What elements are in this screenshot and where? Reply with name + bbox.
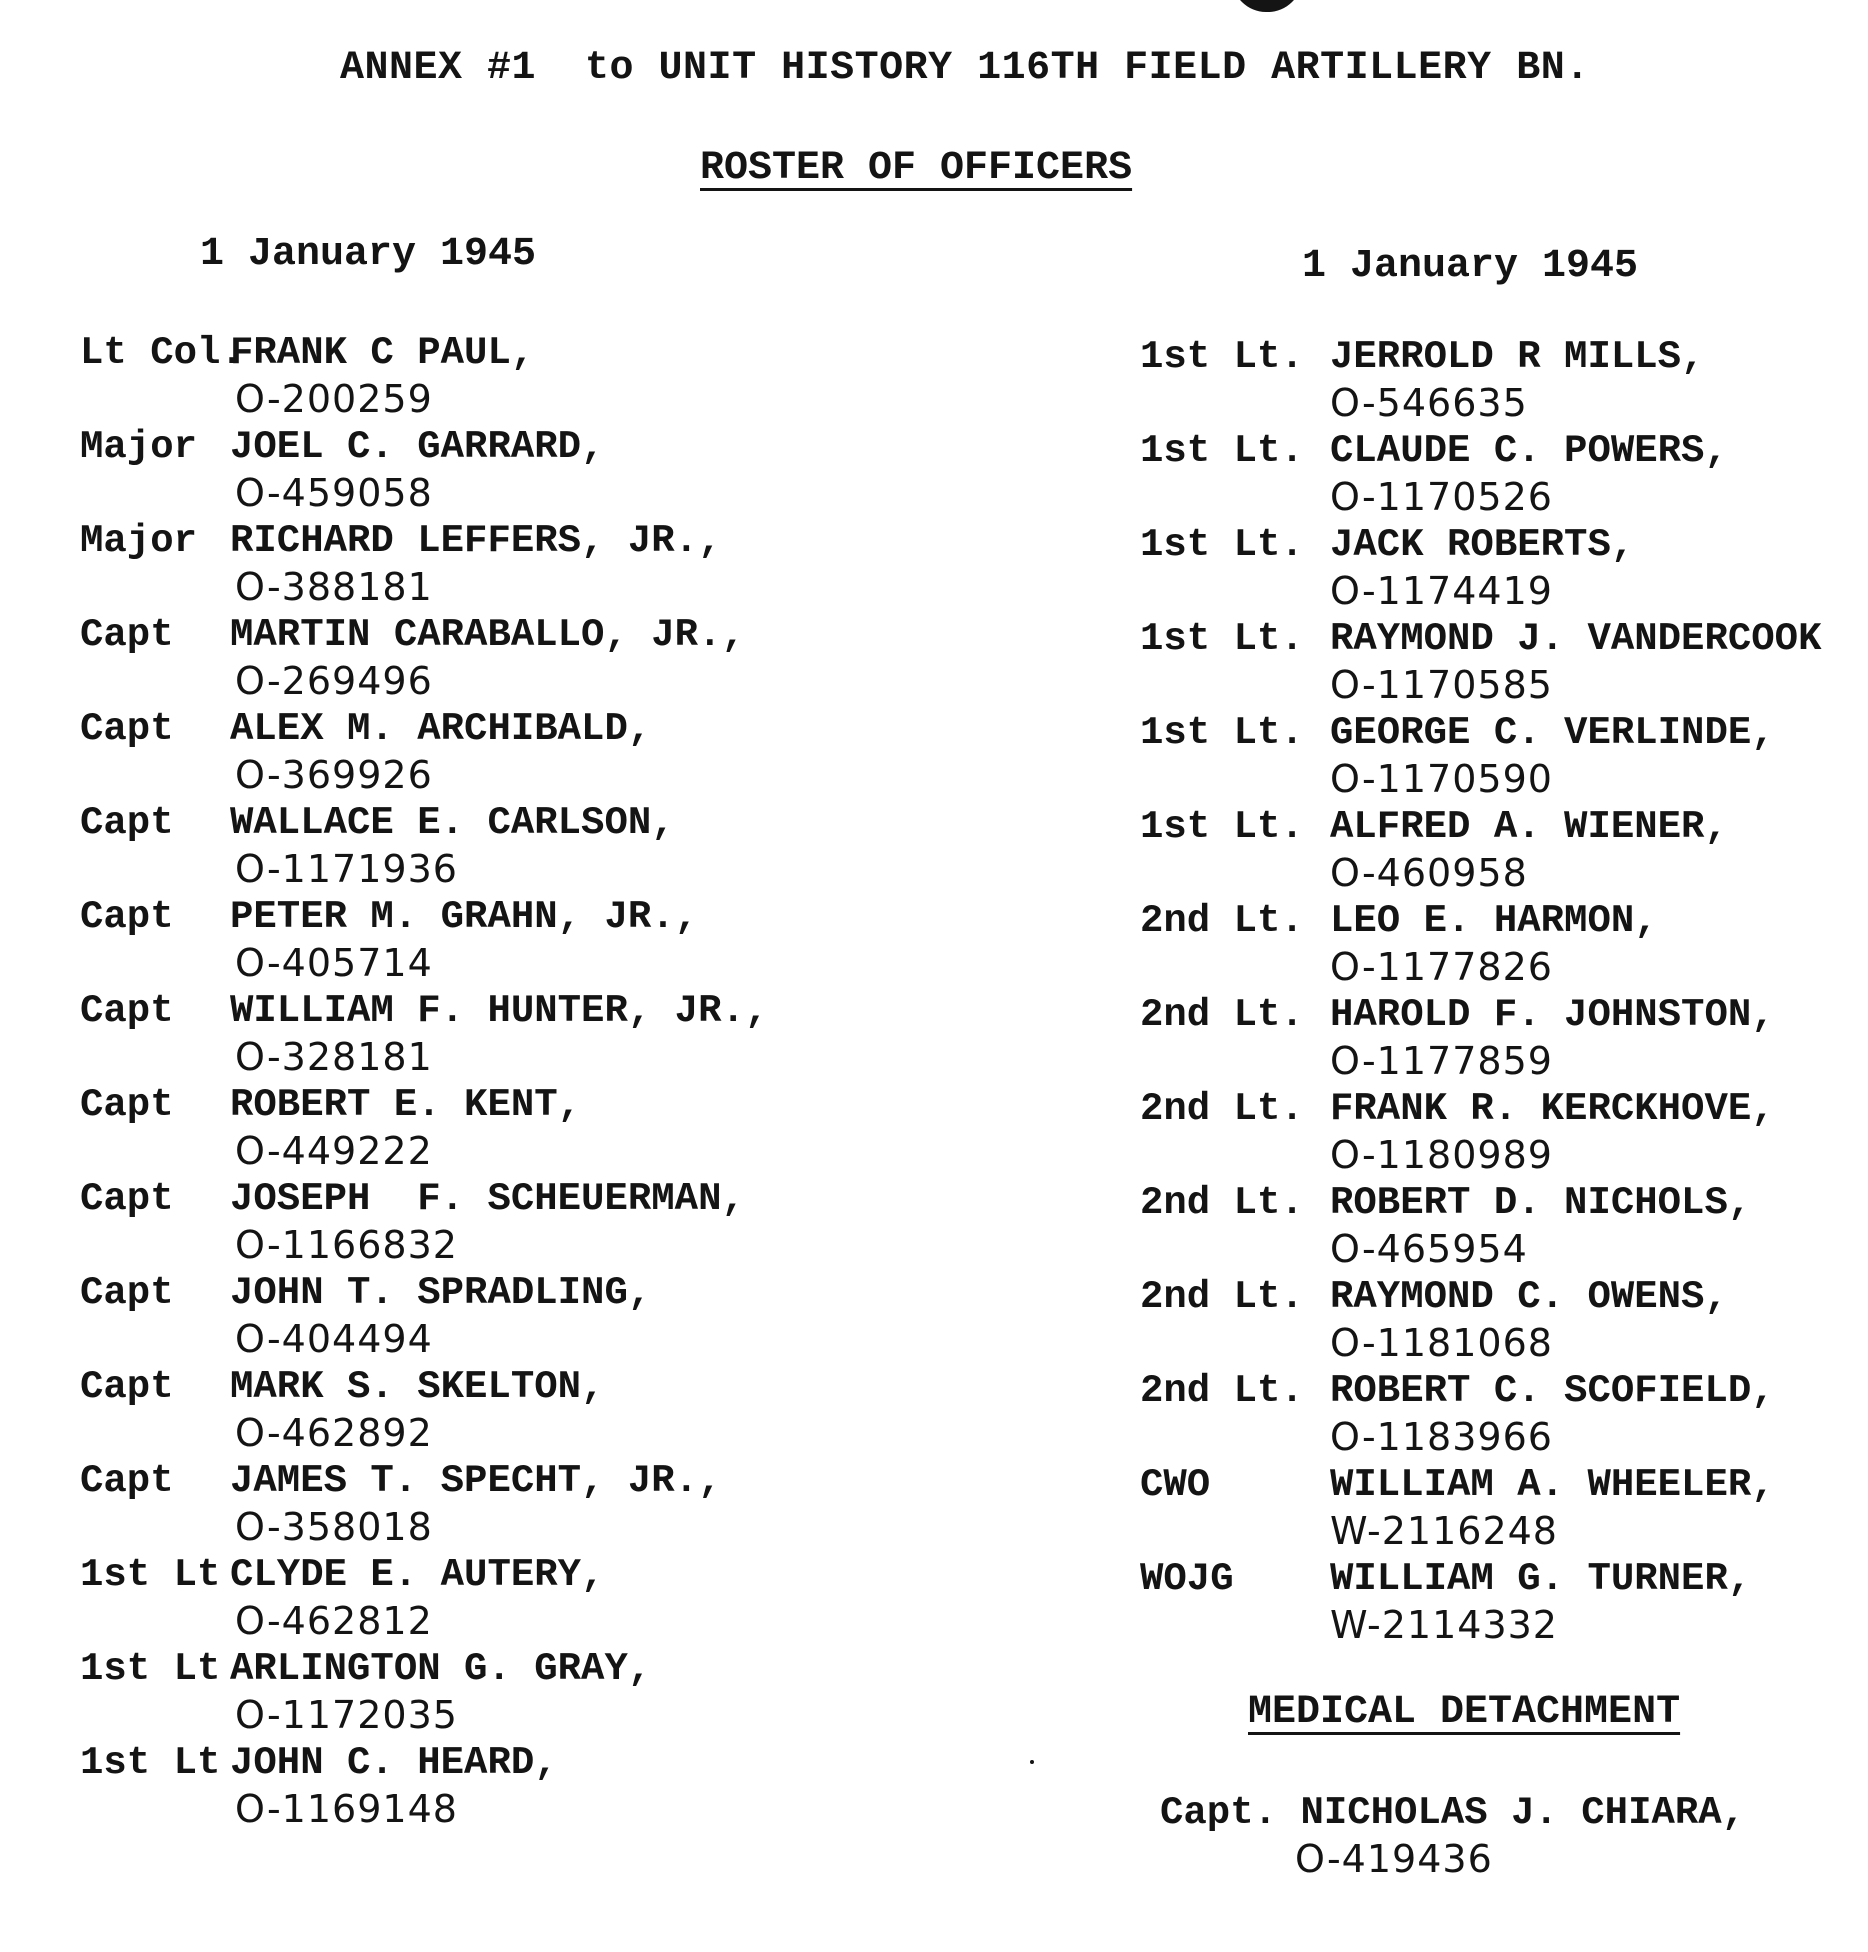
officer-line xyxy=(80,1082,840,1128)
officer-entry xyxy=(1140,1274,1860,1368)
officer-line xyxy=(80,1176,840,1222)
officer-name: WILLIAM A. WHEELER, xyxy=(1330,1463,1775,1507)
officer-entry xyxy=(1140,522,1860,616)
officer-entry xyxy=(80,330,840,424)
officer-entry xyxy=(80,1646,840,1740)
officer-rank: 1st Lt. xyxy=(1140,617,1304,661)
officer-serial: O-546635 xyxy=(1330,381,1528,425)
officer-entry xyxy=(1140,1086,1860,1180)
officer-serial: W-2116248 xyxy=(1330,1509,1558,1553)
document-title: ANNEX #1 to UNIT HISTORY 116TH FIELD ARTILLERY BN. xyxy=(340,46,1590,91)
officer-line xyxy=(1140,1368,1860,1414)
officer-serial: O-1170585 xyxy=(1330,663,1553,707)
officer-rank: Capt. xyxy=(1160,1791,1278,1835)
officer-entry xyxy=(80,1176,840,1270)
officer-entry xyxy=(1140,710,1860,804)
officer-name: HAROLD F. JOHNSTON, xyxy=(1330,993,1775,1037)
officer-line xyxy=(1140,992,1860,1038)
officer-serial: O-1172035 xyxy=(235,1693,458,1737)
officer-line xyxy=(80,706,840,752)
officer-line xyxy=(1140,522,1860,568)
officer-rank: Capt xyxy=(80,1271,174,1315)
officer-rank: Capt xyxy=(80,613,174,657)
officer-serial: O-459058 xyxy=(235,471,433,515)
medical-officer-line xyxy=(1160,1790,1745,1836)
officer-serial: O-269496 xyxy=(235,659,433,703)
officer-rank: 2nd Lt. xyxy=(1140,1275,1304,1319)
officer-serial: O-1170526 xyxy=(1330,475,1553,519)
officer-entry xyxy=(80,988,840,1082)
officer-line xyxy=(80,1458,840,1504)
officer-serial: O-1181068 xyxy=(1330,1321,1553,1365)
right-column-date: 1 January 1945 xyxy=(1302,244,1639,289)
officer-entry xyxy=(80,1364,840,1458)
officer-entry xyxy=(80,1270,840,1364)
officer-serial: O-1166832 xyxy=(235,1223,458,1267)
officer-name: FRANK C PAUL, xyxy=(230,331,535,375)
officer-line xyxy=(1140,1462,1860,1508)
officer-entry xyxy=(80,800,840,894)
officer-rank: 2nd Lt. xyxy=(1140,1369,1304,1413)
officer-line xyxy=(80,1270,840,1316)
officer-rank: Capt xyxy=(80,801,174,845)
officer-rank: 1st Lt. xyxy=(1140,429,1304,473)
officer-serial: O-1171936 xyxy=(235,847,458,891)
officer-line xyxy=(80,1552,840,1598)
officer-rank: WOJG xyxy=(1140,1557,1234,1601)
officer-line xyxy=(80,330,840,376)
officer-rank: 1st Lt. xyxy=(1140,523,1304,567)
officer-serial: O-1180989 xyxy=(1330,1133,1553,1177)
officer-line xyxy=(1140,1556,1860,1602)
officer-rank: 1st Lt. xyxy=(1140,335,1304,379)
officer-rank: 2nd Lt. xyxy=(1140,993,1304,1037)
officer-rank: 2nd Lt. xyxy=(1140,1181,1304,1225)
officer-name: JOSEPH F. SCHEUERMAN, xyxy=(230,1177,745,1221)
officer-rank: Major xyxy=(80,425,198,469)
officer-line xyxy=(1140,710,1860,756)
officer-rank: Capt xyxy=(80,1365,174,1409)
officer-rank: 1st Lt. xyxy=(1140,711,1304,755)
officer-entry xyxy=(1140,1556,1860,1650)
officer-name: WILLIAM F. HUNTER, JR., xyxy=(230,989,769,1033)
officer-name: ARLINGTON G. GRAY, xyxy=(230,1647,652,1691)
left-officer-list xyxy=(80,330,840,1834)
officer-line xyxy=(80,1646,840,1692)
officer-serial: O-462812 xyxy=(235,1599,433,1643)
officer-serial: O-405714 xyxy=(235,941,433,985)
officer-name: ROBERT C. SCOFIELD, xyxy=(1330,1369,1775,1413)
officer-rank: 1st Lt xyxy=(80,1647,221,1691)
officer-line xyxy=(1140,1274,1860,1320)
officer-name: NICHOLAS J. CHIARA, xyxy=(1300,1791,1746,1835)
right-officer-list xyxy=(1140,334,1860,1650)
officer-serial: O-358018 xyxy=(235,1505,433,1549)
officer-serial: O-462892 xyxy=(235,1411,433,1455)
officer-name: JOEL C. GARRARD, xyxy=(230,425,605,469)
medical-officer-entry xyxy=(1160,1790,1745,1882)
officer-entry xyxy=(80,612,840,706)
officer-rank: 1st Lt. xyxy=(1140,805,1304,849)
officer-line xyxy=(1140,1086,1860,1132)
officer-line xyxy=(80,988,840,1034)
officer-name: JAMES T. SPECHT, JR., xyxy=(230,1459,722,1503)
officer-serial: O-419436 xyxy=(1295,1837,1493,1881)
officer-name: JOHN T. SPRADLING, xyxy=(230,1271,652,1315)
officer-entry xyxy=(80,1458,840,1552)
officer-line xyxy=(1140,616,1860,662)
officer-serial: O-388181 xyxy=(235,565,433,609)
officer-serial: O-460958 xyxy=(1330,851,1528,895)
officer-entry xyxy=(80,424,840,518)
officer-entry xyxy=(80,1740,840,1834)
officer-serial: O-1177859 xyxy=(1330,1039,1553,1083)
officer-rank: Capt xyxy=(80,1083,174,1127)
officer-rank: CWO xyxy=(1140,1463,1211,1507)
officer-line xyxy=(1140,1180,1860,1226)
officer-serial: O-328181 xyxy=(235,1035,433,1079)
officer-serial: O-369926 xyxy=(235,753,433,797)
officer-name: RAYMOND J. VANDERCOOK xyxy=(1330,617,1822,661)
officer-entry xyxy=(1140,1462,1860,1556)
officer-serial: O-1177826 xyxy=(1330,945,1553,989)
officer-rank: 1st Lt xyxy=(80,1553,221,1597)
officer-name: RICHARD LEFFERS, JR., xyxy=(230,519,722,563)
officer-name: WILLIAM G. TURNER, xyxy=(1330,1557,1752,1601)
officer-name: JACK ROBERTS, xyxy=(1330,523,1635,567)
officer-name: LEO E. HARMON, xyxy=(1330,899,1658,943)
officer-entry xyxy=(1140,1368,1860,1462)
officer-name: MARK S. SKELTON, xyxy=(230,1365,605,1409)
scan-blot xyxy=(1232,0,1302,12)
officer-serial: O-1170590 xyxy=(1330,757,1553,801)
officer-entry xyxy=(1140,898,1860,992)
officer-entry xyxy=(80,1552,840,1646)
officer-rank: Major xyxy=(80,519,198,563)
officer-name: JERROLD R MILLS, xyxy=(1330,335,1705,379)
officer-name: WALLACE E. CARLSON, xyxy=(230,801,675,845)
officer-rank: Capt xyxy=(80,989,174,1033)
officer-entry xyxy=(1140,1180,1860,1274)
officer-name: PETER M. GRAHN, JR., xyxy=(230,895,699,939)
officer-rank: Capt xyxy=(80,1459,174,1503)
left-column-date: 1 January 1945 xyxy=(200,232,537,277)
officer-rank: Capt xyxy=(80,707,174,751)
officer-line xyxy=(80,894,840,940)
officer-rank: Capt xyxy=(80,1177,174,1221)
officer-entry xyxy=(80,1082,840,1176)
officer-serial: O-465954 xyxy=(1330,1227,1528,1271)
officer-line xyxy=(1140,804,1860,850)
officer-line xyxy=(80,424,840,470)
officer-name: FRANK R. KERCKHOVE, xyxy=(1330,1087,1775,1131)
officer-entry xyxy=(80,518,840,612)
officer-name: ROBERT E. KENT, xyxy=(230,1083,582,1127)
officer-name: CLAUDE C. POWERS, xyxy=(1330,429,1728,473)
medical-detachment-heading: MEDICAL DETACHMENT xyxy=(1248,1690,1681,1735)
officer-entry xyxy=(1140,334,1860,428)
officer-rank: 1st Lt xyxy=(80,1741,221,1785)
officer-name: RAYMOND C. OWENS, xyxy=(1330,1275,1728,1319)
officer-line xyxy=(80,800,840,846)
officer-entry xyxy=(80,894,840,988)
stray-ink-dot xyxy=(1030,1760,1034,1764)
officer-name: ALFRED A. WIENER, xyxy=(1330,805,1728,849)
officer-name: JOHN C. HEARD, xyxy=(230,1741,558,1785)
officer-serial: O-200259 xyxy=(235,377,433,421)
officer-name: CLYDE E. AUTERY, xyxy=(230,1553,605,1597)
officer-rank: 2nd Lt. xyxy=(1140,899,1304,943)
officer-entry xyxy=(80,706,840,800)
officer-line xyxy=(80,612,840,658)
officer-name: ROBERT D. NICHOLS, xyxy=(1330,1181,1752,1225)
officer-line xyxy=(1140,898,1860,944)
officer-serial: O-1169148 xyxy=(235,1787,458,1831)
officer-rank: 2nd Lt. xyxy=(1140,1087,1304,1131)
officer-name: ALEX M. ARCHIBALD, xyxy=(230,707,652,751)
officer-entry xyxy=(1140,804,1860,898)
officer-name: MARTIN CARABALLO, JR., xyxy=(230,613,745,657)
officer-line xyxy=(80,518,840,564)
officer-line xyxy=(80,1740,840,1786)
officer-entry xyxy=(1140,616,1860,710)
officer-line xyxy=(1140,428,1860,474)
officer-line xyxy=(80,1364,840,1410)
officer-serial: O-449222 xyxy=(235,1129,433,1173)
roster-heading: ROSTER OF OFFICERS xyxy=(700,146,1133,191)
officer-name: GEORGE C. VERLINDE, xyxy=(1330,711,1775,755)
officer-entry xyxy=(1140,428,1860,522)
officer-rank: Capt xyxy=(80,895,174,939)
officer-serial: O-404494 xyxy=(235,1317,433,1361)
officer-serial: W-2114332 xyxy=(1330,1603,1558,1647)
officer-line xyxy=(1140,334,1860,380)
officer-entry xyxy=(1140,992,1860,1086)
officer-serial: O-1174419 xyxy=(1330,569,1553,613)
officer-rank: Lt Col. xyxy=(80,331,244,375)
officer-serial: O-1183966 xyxy=(1330,1415,1553,1459)
